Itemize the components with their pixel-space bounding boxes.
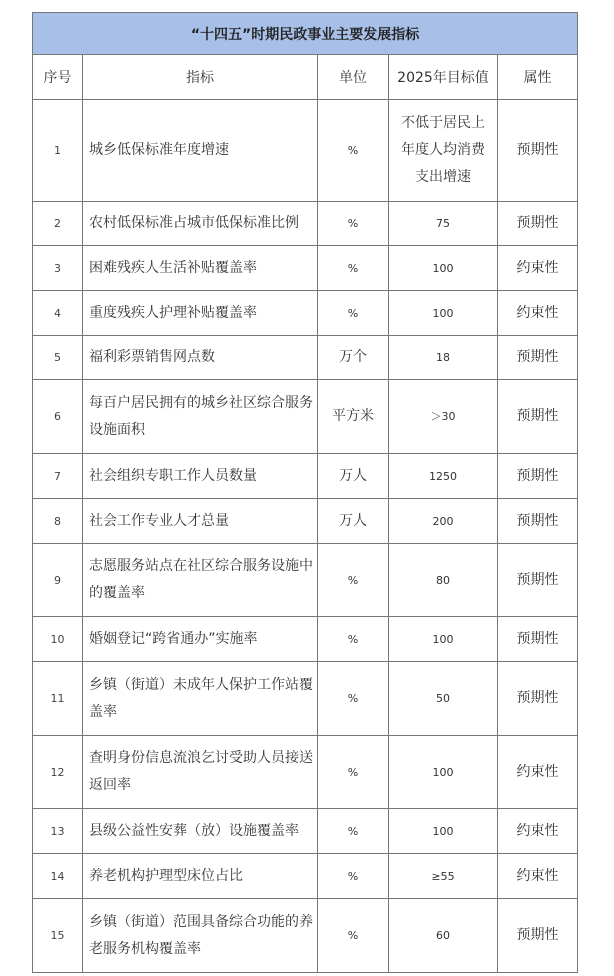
row-unit: % bbox=[318, 736, 389, 809]
row-attribute: 约束性 bbox=[498, 246, 578, 291]
row-attribute: 预期性 bbox=[498, 202, 578, 246]
table-row bbox=[33, 100, 578, 202]
row-target: 80 bbox=[389, 544, 498, 617]
row-indicator: 婚姻登记“跨省通办”实施率 bbox=[83, 617, 318, 662]
row-unit: 万个 bbox=[318, 336, 389, 380]
table-title: “十四五”时期民政事业主要发展指标 bbox=[33, 13, 578, 55]
row-unit: % bbox=[318, 246, 389, 291]
row-indicator: 乡镇（街道）未成年人保护工作站覆盖率 bbox=[83, 662, 318, 736]
header-unit: 单位 bbox=[318, 55, 389, 100]
row-attribute: 约束性 bbox=[498, 809, 578, 854]
table-row bbox=[33, 246, 578, 291]
row-attribute: 预期性 bbox=[498, 336, 578, 380]
row-unit: 万人 bbox=[318, 499, 389, 544]
table-row bbox=[33, 202, 578, 246]
row-indicator: 养老机构护理型床位占比 bbox=[83, 854, 318, 899]
table-row bbox=[33, 454, 578, 499]
row-number: 14 bbox=[33, 854, 83, 899]
row-attribute: 预期性 bbox=[498, 100, 578, 202]
row-number: 1 bbox=[33, 100, 83, 202]
row-number: 5 bbox=[33, 336, 83, 380]
header-indicator: 指标 bbox=[83, 55, 318, 100]
row-unit: 平方米 bbox=[318, 380, 389, 454]
row-target: 1250 bbox=[389, 454, 498, 499]
header-row bbox=[33, 55, 578, 100]
table-row bbox=[33, 736, 578, 809]
row-unit: % bbox=[318, 291, 389, 336]
row-indicator: 查明身份信息流浪乞讨受助人员接送返回率 bbox=[83, 736, 318, 809]
row-number: 10 bbox=[33, 617, 83, 662]
header-attribute: 属性 bbox=[498, 55, 578, 100]
row-target: 50 bbox=[389, 662, 498, 736]
indicator-table bbox=[32, 12, 578, 973]
indicator-table-container bbox=[32, 12, 577, 973]
row-unit: % bbox=[318, 544, 389, 617]
row-attribute: 预期性 bbox=[498, 454, 578, 499]
table-row bbox=[33, 854, 578, 899]
row-attribute: 预期性 bbox=[498, 380, 578, 454]
row-attribute: 约束性 bbox=[498, 736, 578, 809]
table-row bbox=[33, 899, 578, 973]
row-target: 60 bbox=[389, 899, 498, 973]
row-unit: % bbox=[318, 202, 389, 246]
row-target: ≥55 bbox=[389, 854, 498, 899]
row-target: 100 bbox=[389, 736, 498, 809]
row-attribute: 预期性 bbox=[498, 544, 578, 617]
row-attribute: 约束性 bbox=[498, 291, 578, 336]
row-number: 6 bbox=[33, 380, 83, 454]
row-target: 200 bbox=[389, 499, 498, 544]
row-number: 12 bbox=[33, 736, 83, 809]
row-unit: 万人 bbox=[318, 454, 389, 499]
row-attribute: 预期性 bbox=[498, 499, 578, 544]
row-indicator: 城乡低保标准年度增速 bbox=[83, 100, 318, 202]
row-attribute: 预期性 bbox=[498, 617, 578, 662]
row-target: 75 bbox=[389, 202, 498, 246]
row-attribute: 约束性 bbox=[498, 854, 578, 899]
row-target: ＞30 bbox=[389, 380, 498, 454]
row-unit: % bbox=[318, 617, 389, 662]
row-number: 4 bbox=[33, 291, 83, 336]
row-number: 3 bbox=[33, 246, 83, 291]
table-row bbox=[33, 544, 578, 617]
row-indicator: 乡镇（街道）范围具备综合功能的养老服务机构覆盖率 bbox=[83, 899, 318, 973]
row-indicator: 社会工作专业人才总量 bbox=[83, 499, 318, 544]
row-indicator: 每百户居民拥有的城乡社区综合服务设施面积 bbox=[83, 380, 318, 454]
row-indicator: 农村低保标准占城市低保标准比例 bbox=[83, 202, 318, 246]
row-number: 2 bbox=[33, 202, 83, 246]
row-attribute: 预期性 bbox=[498, 662, 578, 736]
row-indicator: 重度残疾人护理补贴覆盖率 bbox=[83, 291, 318, 336]
row-number: 15 bbox=[33, 899, 83, 973]
row-indicator: 困难残疾人生活补贴覆盖率 bbox=[83, 246, 318, 291]
row-target: 18 bbox=[389, 336, 498, 380]
header-no: 序号 bbox=[33, 55, 83, 100]
table-body bbox=[33, 100, 578, 973]
header-target: 2025年目标值 bbox=[389, 55, 498, 100]
row-target: 100 bbox=[389, 246, 498, 291]
row-target: 不低于居民上年度人均消费支出增速 bbox=[389, 100, 498, 202]
row-target: 100 bbox=[389, 809, 498, 854]
row-unit: % bbox=[318, 809, 389, 854]
row-indicator: 福利彩票销售网点数 bbox=[83, 336, 318, 380]
row-target: 100 bbox=[389, 617, 498, 662]
row-unit: % bbox=[318, 662, 389, 736]
table-row bbox=[33, 380, 578, 454]
row-number: 9 bbox=[33, 544, 83, 617]
table-row bbox=[33, 499, 578, 544]
table-row bbox=[33, 617, 578, 662]
row-number: 8 bbox=[33, 499, 83, 544]
row-indicator: 志愿服务站点在社区综合服务设施中的覆盖率 bbox=[83, 544, 318, 617]
row-attribute: 预期性 bbox=[498, 899, 578, 973]
row-unit: % bbox=[318, 854, 389, 899]
table-row bbox=[33, 662, 578, 736]
row-unit: % bbox=[318, 100, 389, 202]
row-unit: % bbox=[318, 899, 389, 973]
row-indicator: 县级公益性安葬（放）设施覆盖率 bbox=[83, 809, 318, 854]
row-number: 11 bbox=[33, 662, 83, 736]
row-number: 13 bbox=[33, 809, 83, 854]
table-row bbox=[33, 336, 578, 380]
row-target: 100 bbox=[389, 291, 498, 336]
table-row bbox=[33, 291, 578, 336]
table-row bbox=[33, 809, 578, 854]
row-indicator: 社会组织专职工作人员数量 bbox=[83, 454, 318, 499]
row-number: 7 bbox=[33, 454, 83, 499]
